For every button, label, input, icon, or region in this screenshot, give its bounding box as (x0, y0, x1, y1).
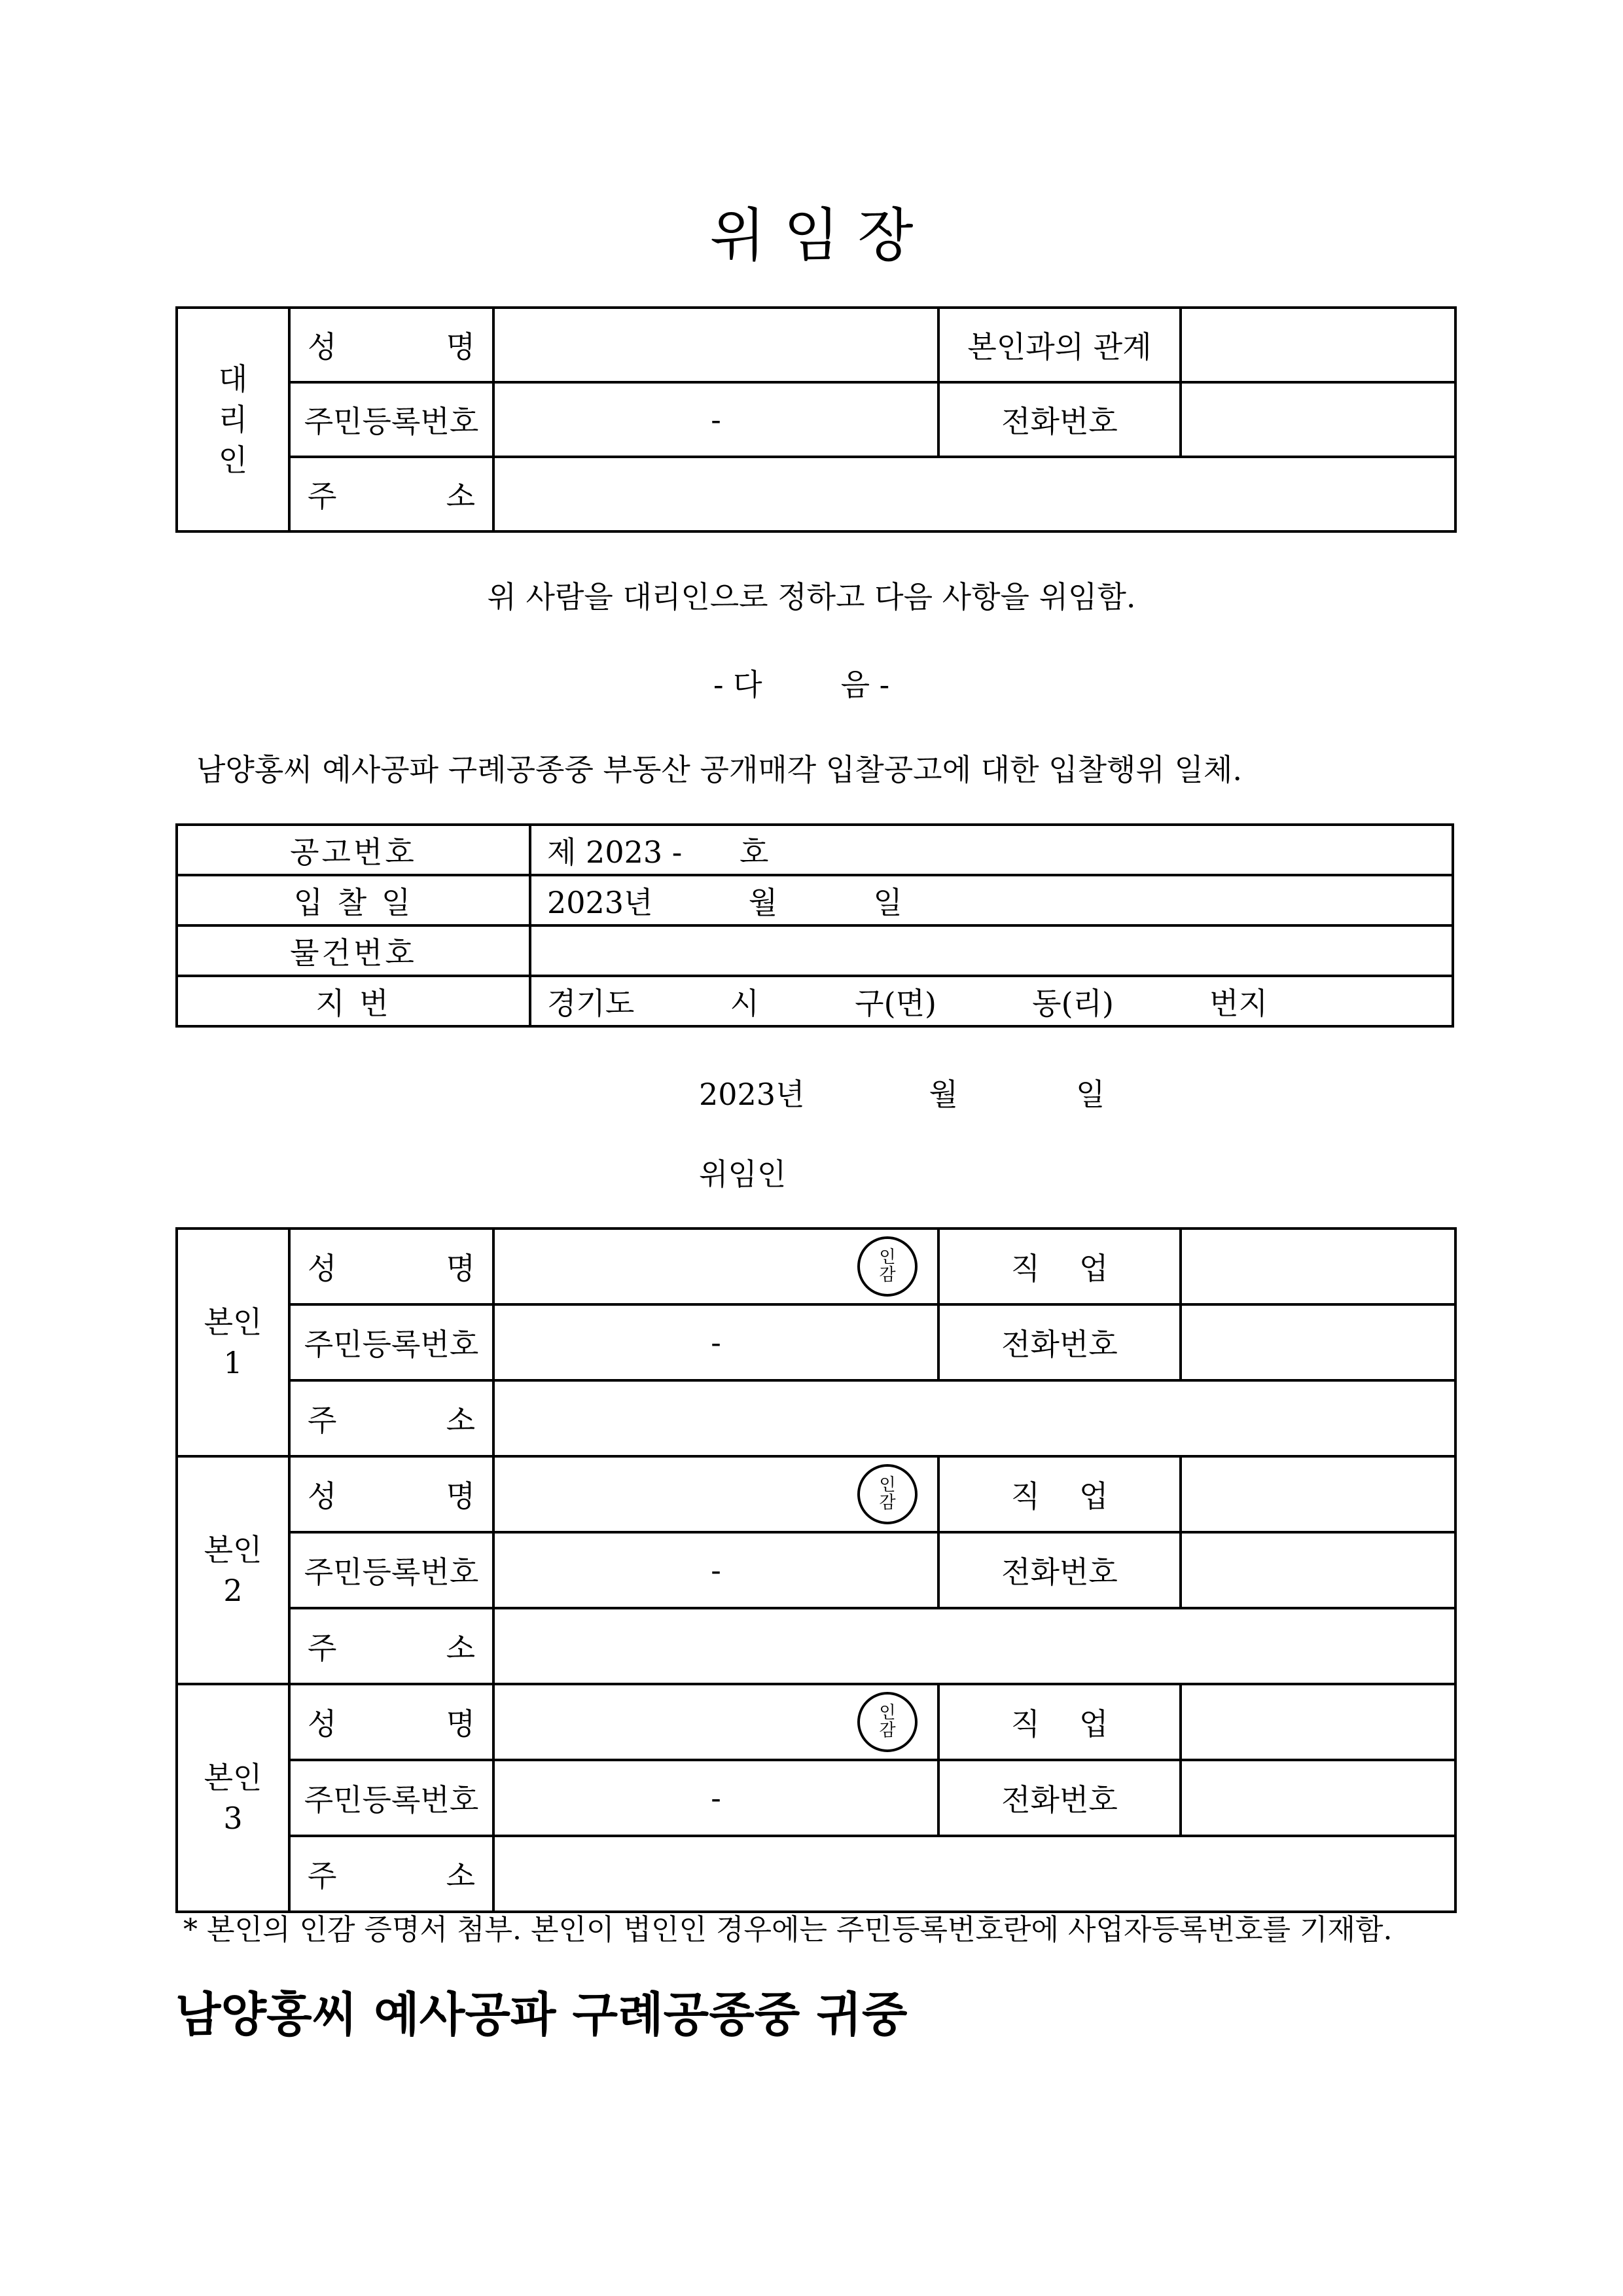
name-label-a: 성 (308, 1706, 337, 1742)
seal-stamp-icon (857, 1692, 918, 1752)
principal-2-label-text: 본인 2 (204, 1532, 262, 1608)
principal-1-address-label (289, 1380, 493, 1456)
date-year: 2023년 (699, 1077, 805, 1112)
info-row (177, 976, 1453, 1026)
agent-phone-field[interactable] (1181, 382, 1455, 457)
job-label-a: 직 (1010, 1251, 1040, 1286)
principal-3-job-field[interactable] (1181, 1684, 1455, 1760)
principal-2-label (177, 1456, 289, 1684)
item-number-field[interactable] (530, 925, 1453, 976)
info-row (177, 925, 1453, 976)
bid-date-label: 입 찰 일 (177, 875, 530, 925)
agent-name-field[interactable] (493, 308, 938, 382)
address-label-b: 소 (446, 1630, 475, 1666)
agent-address-label-b: 소 (446, 478, 475, 514)
seal-stamp-icon (857, 1236, 918, 1297)
date-month: 월 (929, 1077, 958, 1112)
agent-side-label (177, 308, 289, 531)
lot-number-label: 지 번 (177, 976, 530, 1026)
document-title: 위 임 장 (709, 202, 914, 269)
closing-addressee: 남양홍씨 예사공파 구례공종중 귀중 (175, 1987, 908, 2042)
principal-1-label-text: 본인 1 (204, 1304, 262, 1380)
lot-number-field[interactable]: 경기도 시 구(면) 동(리) 번지 (530, 976, 1453, 1026)
seal-stamp-icon (857, 1464, 918, 1524)
address-label-b: 소 (446, 1858, 475, 1893)
name-label-b: 명 (446, 1706, 475, 1742)
date-line (699, 1071, 1105, 1114)
seal-text: 인감 (879, 1475, 896, 1513)
principal-2-rrn-label: 주민등록번호 (289, 1532, 493, 1608)
principal-1-rrn-field[interactable]: - (493, 1304, 938, 1380)
statement-text: 위 사람을 대리인으로 정하고 다음 사항을 위임함. (487, 579, 1136, 615)
next-header (713, 661, 889, 704)
seal-text: 인감 (879, 1247, 896, 1285)
agent-rrn-label: 주민등록번호 (289, 382, 493, 457)
notice-number-field[interactable]: 제 2023 - 호 (530, 825, 1453, 875)
principal-2-job-field[interactable] (1181, 1456, 1455, 1532)
notice-number-label: 공고번호 (177, 825, 530, 875)
next-header-a: - 다 (713, 667, 762, 702)
info-row (177, 825, 1453, 875)
principal-1-job-field[interactable] (1181, 1229, 1455, 1304)
name-label-b: 명 (446, 1479, 475, 1514)
principal-1-address-field[interactable] (493, 1380, 1455, 1456)
principal-3-phone-field[interactable] (1181, 1760, 1455, 1836)
job-label-a: 직 (1010, 1706, 1040, 1742)
name-label-a: 성 (308, 1251, 337, 1286)
info-row (177, 875, 1453, 925)
agent-name-label (289, 308, 493, 382)
job-label-b: 업 (1079, 1706, 1109, 1742)
principal-3-label (177, 1684, 289, 1912)
job-label-b: 업 (1079, 1479, 1109, 1514)
principal-2-phone-label: 전화번호 (938, 1532, 1181, 1608)
principal-1-phone-field[interactable] (1181, 1304, 1455, 1380)
address-label-a: 주 (308, 1403, 337, 1438)
principal-3-job-label (938, 1684, 1181, 1760)
job-label-b: 업 (1079, 1251, 1109, 1286)
mandate-text: 남양홍씨 예사공파 구례공종중 부동산 공개매각 입찰공고에 대한 입찰행위 일체. (196, 752, 1242, 787)
bid-info-table (175, 823, 1454, 1028)
principal-1-name-label (289, 1229, 493, 1304)
principal-3-rrn-field[interactable]: - (493, 1760, 938, 1836)
principal-2-name-label (289, 1456, 493, 1532)
name-label-a: 성 (308, 1479, 337, 1514)
agent-address-label-a: 주 (308, 478, 337, 514)
agent-table (175, 306, 1457, 533)
principal-2-name-field[interactable] (493, 1456, 938, 1532)
footnote-text: * 본인의 인감 증명서 첨부. 본인이 법인인 경우에는 주민등록번호란에 사업자등록번호를 기재함. (183, 1913, 1393, 1946)
principal-2-phone-field[interactable] (1181, 1532, 1455, 1608)
agent-address-field[interactable] (493, 457, 1455, 531)
address-label-a: 주 (308, 1630, 337, 1666)
principal-3-address-field[interactable] (493, 1836, 1455, 1912)
next-header-b: 음 - (840, 667, 890, 702)
principal-3-rrn-label: 주민등록번호 (289, 1760, 493, 1836)
principal-2-rrn-field[interactable]: - (493, 1532, 938, 1608)
principal-2-address-field[interactable] (493, 1608, 1455, 1684)
agent-name-label-a: 성 (308, 329, 337, 365)
principals-table (175, 1227, 1457, 1913)
principal-2-address-label (289, 1608, 493, 1684)
principal-1-name-field[interactable] (493, 1229, 938, 1304)
agent-relation-label: 본인과의 관계 (938, 308, 1181, 382)
principal-3-name-field[interactable] (493, 1684, 938, 1760)
job-label-a: 직 (1010, 1479, 1040, 1514)
agent-relation-field[interactable] (1181, 308, 1455, 382)
agent-rrn-field[interactable]: - (493, 382, 938, 457)
principal-1-rrn-label: 주민등록번호 (289, 1304, 493, 1380)
delegator-label: 위임인 (699, 1157, 787, 1192)
name-label-b: 명 (446, 1251, 475, 1286)
principal-1-job-label (938, 1229, 1181, 1304)
principal-3-phone-label: 전화번호 (938, 1760, 1181, 1836)
principal-3-address-label (289, 1836, 493, 1912)
address-label-a: 주 (308, 1858, 337, 1893)
address-label-b: 소 (446, 1403, 475, 1438)
agent-side-label-text: 대 리 인 (218, 361, 248, 478)
principal-1-label (177, 1229, 289, 1456)
principal-3-label-text: 본인 3 (204, 1759, 262, 1836)
agent-name-label-b: 명 (446, 329, 475, 365)
principal-2-job-label (938, 1456, 1181, 1532)
agent-address-label (289, 457, 493, 531)
date-day: 일 (1075, 1077, 1105, 1112)
principal-3-name-label (289, 1684, 493, 1760)
bid-date-field[interactable]: 2023년 월 일 (530, 875, 1453, 925)
item-number-label: 물건번호 (177, 925, 530, 976)
seal-text: 인감 (879, 1702, 896, 1740)
principal-1-phone-label: 전화번호 (938, 1304, 1181, 1380)
agent-phone-label: 전화번호 (938, 382, 1181, 457)
